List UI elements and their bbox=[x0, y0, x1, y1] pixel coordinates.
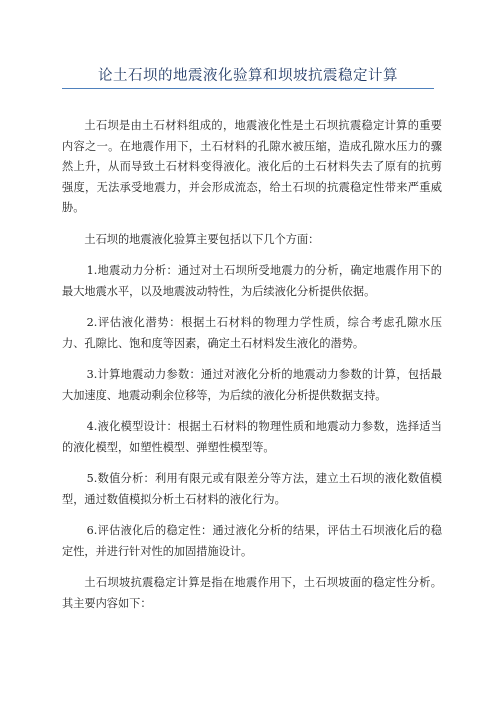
list-item-numerical-analysis: 5.数值分析：利用有限元或有限差分等方法，建立土石坝的液化数值模型，通过数值模拟分析土石材料的液化行为。 bbox=[62, 472, 442, 506]
list-item-liquefaction-potential: 2.评估液化潜势：根据土石材料的物理力学性质，综合考虑孔隙水压力、孔隙比、饱和度等因素，确定土石材料发生液化的潜势。 bbox=[62, 316, 442, 350]
paragraph-liquefaction-aspects: 土石坝的地震液化验算主要包括以下几个方面： bbox=[84, 232, 320, 246]
list-item-liquefaction-model: 4.液化模型设计：根据土石材料的物理性质和地震动力参数，选择适当的液化模型，如塑性模型、弹塑性模型等。 bbox=[62, 420, 442, 454]
list-item-dynamic-analysis: 1.地震动力分析：通过对土石坝所受地震力的分析，确定地震作用下的最大地震水平，以及地震波动特性，为后续液化分析提供依据。 bbox=[62, 264, 442, 298]
document-title: 论土石坝的地震液化验算和坝坡抗震稳定计算 bbox=[98, 68, 398, 84]
list-item-post-liquefaction-stability: 6.评估液化后的稳定性：通过液化分析的结果，评估土石坝液化后的稳定性，并进行针对性的加固措施设计。 bbox=[62, 524, 442, 558]
paragraph-slope-stability: 土石坝坡抗震稳定计算是指在地震作用下，土石坝坡面的稳定性分析。其主要内容如下： bbox=[62, 576, 442, 610]
document-body bbox=[62, 116, 442, 625]
paragraph-intro: 土石坝是由土石材料组成的，地震液化性是土石坝抗震稳定计算的重要内容之一。在地震作用下，土石材料的孔隙水被压缩，造成孔隙水压力的骤然上升，从而导致土石材料变得液化。液化后的土石材料失去了原有的抗剪强度，无法承受地震力，并会形成流态，给土石坝的抗震稳定性带来严重威胁。 bbox=[62, 119, 442, 214]
title-underline bbox=[62, 88, 434, 89]
list-item-dynamic-parameters: 3.计算地震动力参数：通过对液化分析的地震动力参数的计算，包括最大加速度、地震动剩余位移等，为后续的液化分析提供数据支持。 bbox=[62, 368, 442, 402]
